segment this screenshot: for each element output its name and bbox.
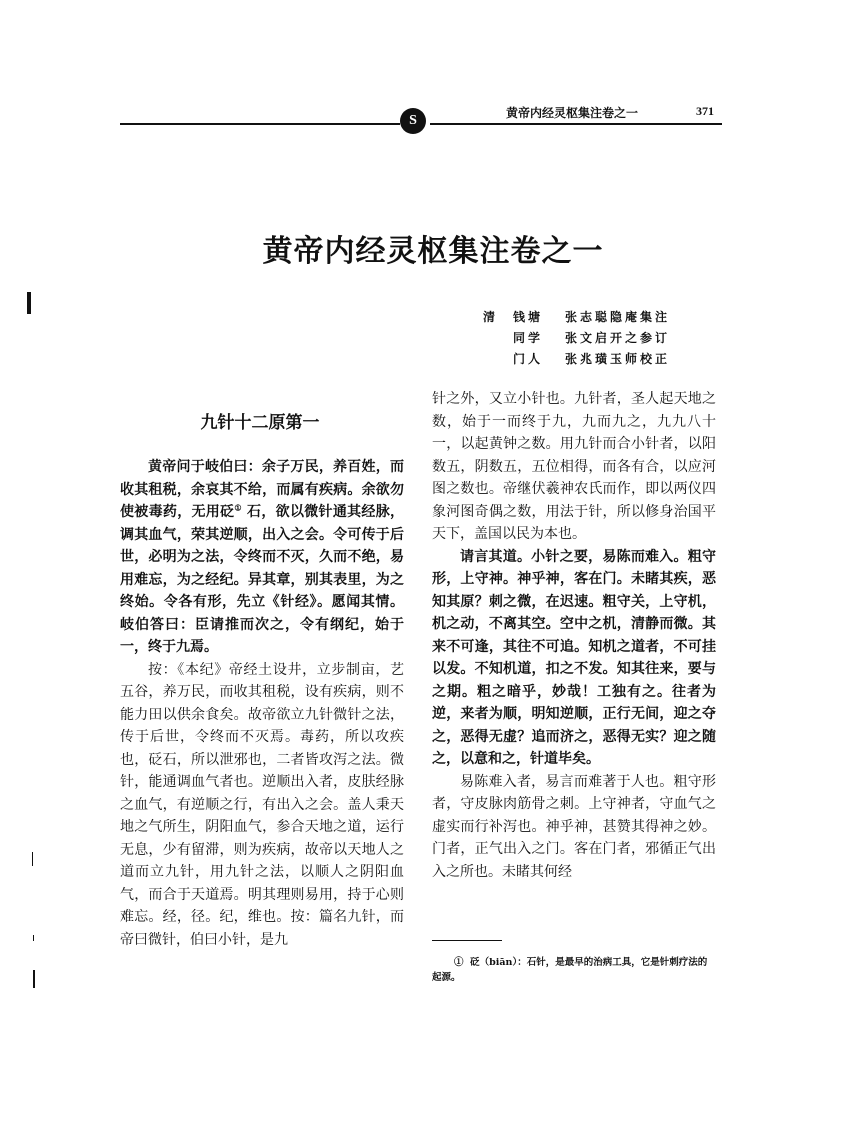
footnote-divider [432,940,502,941]
scan-mark [27,292,31,314]
credit-dynasty: 清 [483,310,499,324]
credit-role: 同学 [513,331,544,345]
footnote-ref: ① [234,502,242,513]
credit-name: 张文启开之参订 [565,331,671,345]
credit-role: 钱塘 [513,310,544,324]
right-column [432,388,716,883]
classic-text-paragraph [120,456,404,659]
chapter-title: 黄帝内经灵枢集注卷之一 [262,234,604,269]
footnote-marker: ① [454,957,464,968]
section-heading: 九针十二原第一 [200,413,320,433]
credit-line-1 [483,308,670,325]
credit-line-3 [483,350,670,367]
scan-mark [33,970,35,988]
header-rule-right [430,123,722,125]
credit-line-2 [483,329,670,346]
commentary-paragraph: 易陈难入者，易言而难著于人也。粗守形者，守皮脉肉筋骨之刺。上守神者，守血气之虚实而行补泻也。神乎神，甚赞其得神之妙。门者，正气出入之门。客在门者，邪循正气出入之所也。未睹其何经 [432,773,716,880]
text-span: 黄帝问于岐伯曰：余子万民，养百姓，而收其租税，余哀其不给，而属有疾病。余欲勿使被毒药，无用砭 [120,459,404,520]
page-number: 371 [696,104,714,118]
header-rule-left [120,123,400,125]
commentary-paragraph: 针之外，又立小针也。九针者，圣人起天地之数，始于一而终于九，九而九之，九九八十一，以起黄钟之数。用九针而合小针者，以阳数五，阴数五，五位相得，而各有合，以应河图之数也。帝继伏羲神农氏而作，即以两仪四象河图奇偶之数，用法于针，所以修身治国平天下，盖国以民为本也。 [432,391,716,542]
footnote-text: 砭（biān）：石针，是最早的治病工具，它是针刺疗法的起源。 [432,957,708,983]
running-title: 黄帝内经灵枢集注卷之一 [506,106,639,120]
scan-mark [32,852,33,866]
credit-name: 张兆璜玉师校正 [565,352,671,366]
scan-mark [33,935,34,941]
left-column [120,456,404,951]
classic-text-paragraph: 请言其道。小针之要，易陈而难入。粗守形，上守神。神乎神，客在门。未睹其疾，恶知其原？刺之微，在迟速。粗守关，上守机，机之动，不离其空。空中之机，清静而微。其来不可逢，其往不可追。知机之道者，不可挂以发。不知机道，扣之不发。知其往来，要与之期。粗之暗乎，妙哉！工独有之。往者为逆，来者为顺，明知逆顺，正行无间，迎之夺之，恶得无虚？追而济之，恶得无实？迎之随之，以意和之，针道毕矣。 [432,548,716,767]
footnote [432,955,716,985]
credit-name: 张志聪隐庵集注 [565,310,671,324]
text-span: 石，欲以微针通其经脉，调其血气，荣其逆顺，出入之会。令可传于后世，必明为之法，令终而不灭，久而不绝，易用难忘，为之经纪。异其章，别其表里，为之终始。令各有形，先立《针经》。愿闻其情。岐伯答曰：臣请推而次之，令有纲纪，始于一，终于九焉。 [120,504,405,655]
publisher-logo-icon: S [400,108,426,134]
credit-role: 门人 [513,352,544,366]
commentary-paragraph: 按：《本纪》帝经土设井，立步制亩，艺五谷，养万民，而收其租税，设有疾病，则不能力田以供余食矣。故帝欲立九针微针之法，传于后世，令终而不灭焉。毒药，所以攻疾也，砭石，所以泄邪也，二者皆攻泻之法。微针，能通调血气者也。逆顺出入者，皮肤经脉之血气，有逆顺之行，有出入之会。盖人秉天地之气所生，阴阳血气，参合天地之道，运行无息，少有留滞，则为疾病，故帝以天地人之道而立九针，用九针之法，以顺人之阴阳血气，而合于天道焉。明其理则易用，持于心则难忘。经，径。纪，维也。按：篇名九针，而帝曰微针，伯曰小针，是九 [120,661,404,948]
